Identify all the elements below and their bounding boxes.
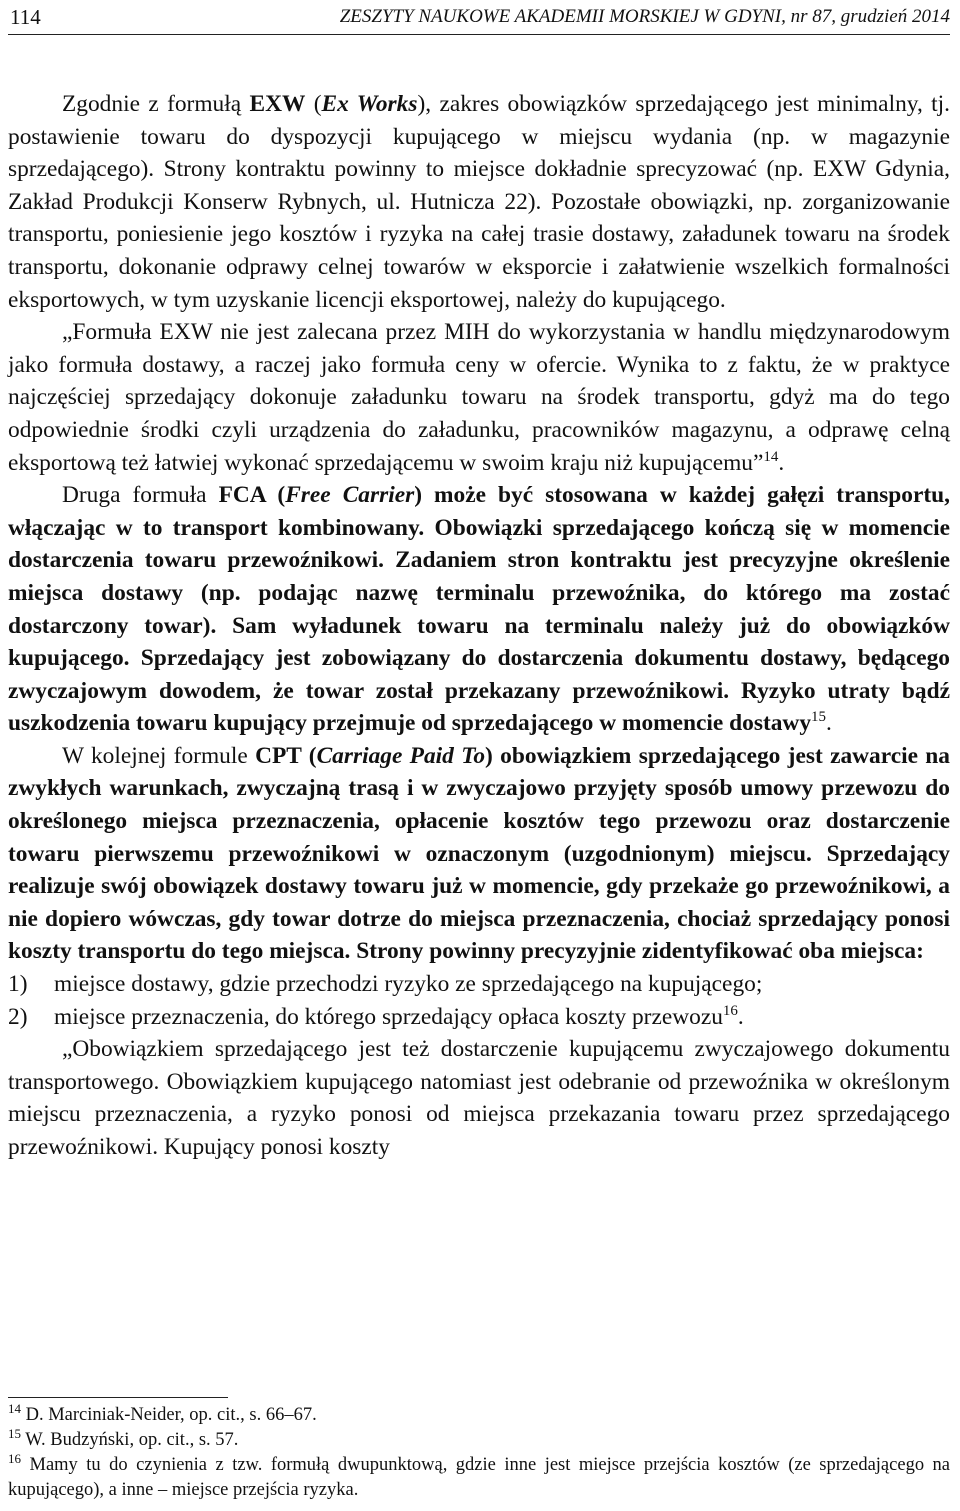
page-number: 114 [10, 4, 41, 29]
paragraph-cpt-quote: „Obowiązkiem sprzedającego jest też dostarczenie kupującemu zwyczajowego dokumentu transportowego. Obowiązkiem kupującego natomiast jest odebranie od przewoźnika w określonym miejscu przeznaczenia, a ryzyko ponosi od miejsca przekazania towaru przez sprzedającego przewoźnikowi. Kupujący ponosi koszty [8, 1036, 950, 1160]
term-exw: EXW [249, 91, 306, 117]
term-cpt: CPT [255, 742, 302, 769]
list-item: 1) miejsce dostawy, gdzie przechodzi ryzyko ze sprzedającego na kupującego; [8, 971, 763, 998]
body-text [8, 88, 950, 1164]
term-ex-works: Ex Works [321, 91, 418, 117]
footnote: $^{14}$ D. Marciniak-Neider, op. cit., s. 66–67. [8, 1401, 317, 1425]
term-free-carrier: Free Carrier [285, 482, 415, 509]
paragraph-exw-quote: „Formuła EXW nie jest zalecana przez MIH do wykorzystania w handlu międzynarodowym jako formuła dostawy, a raczej jako formuła ceny w ofercie. Wynika to z faktu, że w praktyce najczęściej sprzedający dokonuje załadunku towaru na środek transportu, gdyż ma do tego odpowiednie środki czyli urządzenia do załadunku, pracowników magazynu, a odprawę celną eksportową też łatwiej wykonać sprzedającemu w swoim kraju niż kupującemu”$^{14}$. [8, 319, 950, 476]
list-item: 2) miejsce przeznaczenia, do którego sprzedający opłaca koszty przewozu$^{16}$. [8, 1002, 744, 1030]
paragraph-fca: Druga formuła FCA (Free Carrier) może być stosowana w każdej gałęzi transportu, włączając w to transport kombinowany. Obowiązki sprzedającego kończą się w momencie dostarczenia towaru przewoźnikowi. Zadaniem stron kontraktu jest precyzyjne określenie miejsca dostawy (np. podając nazwę terminalu przewoźnika, do którego ma zostać dostarczony towar). Sam wyładunek towaru na terminalu należy już do obowiązków kupującego. Sprzedający jest zobowiązany do dostarczenia dokumentu dostawy, będącego zwyczajowym dowodem, że towar został przekazany przewoźnikowi. Ryzyko utraty bądź uszkodzenia towaru kupujący przejmuje od sprzedającego w momencie dostawy$^{15}$. [8, 482, 950, 737]
paragraph-cpt: W kolejnej formule CPT (Carriage Paid To) obowiązkiem sprzedającego jest zawarcie na zwykłych warunkach, zwyczajną trasą i w zwyczajowo przyjęty sposób umowy przewozu do określonego miejsca przeznaczenia, opłacenie kosztów tego przewozu oraz dostarczenie towaru pierwszemu przewoźnikowi w oznaczonym (uzgodnionym) miejscu. Sprzedający realizuje swój obowiązek dostawy towaru już w momencie, gdy przekaże go przewoźnikowi, a nie dopiero wówczas, gdy towar dotrze do miejsca przeznaczenia, chociaż sprzedający ponosi koszty transportu do tego miejsca. Strony powinny precyzyjnie zidentyfikować oba miejsca: [8, 742, 951, 965]
term-carriage-paid-to: Carriage Paid To [316, 742, 486, 769]
footnote: $^{15}$ W. Budzyński, op. cit., s. 57. [8, 1426, 239, 1450]
footnote-ref-14: 14 [763, 448, 779, 465]
footnote-ref-15: 15 [811, 709, 827, 726]
footnote-ref-16: 16 [722, 1002, 738, 1019]
paragraph-exw: Zgodnie z formułą EXW (Ex Works), zakres obowiązków sprzedającego jest minimalny, tj. postawienie towaru do dyspozycji kupującego w miejscu wydania (np. w magazynie sprzedającego). Strony kontraktu powinny to miejsce dokładnie sprecyzować (np. EXW Gdynia, Zakład Produkcji Konserw Rybnych, ul. Hutnicza 22). Pozostałe obowiązki, np. zorganizowanie transportu, poniesienie jego kosztów i ryzyka na całej trasie dostawy, załadunek towaru na środek transportu, dokonanie odprawy celnej towarów w eksporcie i załatwienie wszelkich formalności eksportowych, w tym uzyskanie licencji eksportowej, należy do kupującego. [8, 91, 950, 313]
journal-title: ZESZYTY NAUKOWE AKADEMII MORSKIEJ W GDYNI, nr 87, grudzień 2014 [339, 6, 950, 27]
footnotes [8, 1403, 950, 1503]
term-fca: FCA [218, 482, 266, 509]
footnote: $^{16}$ Mamy tu do czynienia z tzw. formułą dwupunktową, gdzie inne jest miejsce przejścia kosztów (ze sprzedającego na kupującego), a inne – miejsce przejścia ryzyka. [8, 1451, 951, 1500]
footnote-separator [8, 1397, 228, 1398]
running-header [8, 0, 950, 35]
